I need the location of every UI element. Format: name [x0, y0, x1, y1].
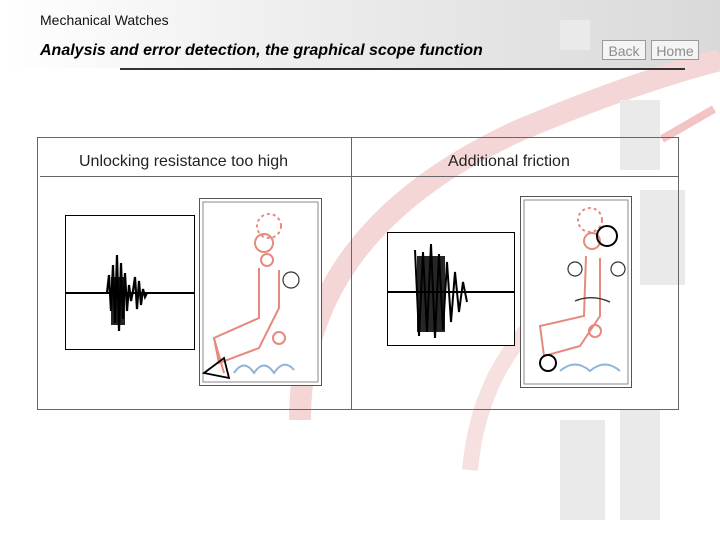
scope-trace-left — [65, 215, 195, 350]
scope-trace-right — [387, 232, 515, 346]
page-title: Analysis and error detection, the graphical scope function — [40, 42, 483, 59]
app-title: Mechanical Watches — [40, 12, 169, 28]
scope-frame — [388, 233, 515, 346]
scope-burst — [417, 256, 445, 332]
column-divider — [351, 137, 352, 409]
panel-label-left: Unlocking resistance too high — [79, 153, 289, 170]
header-row-rule — [40, 176, 678, 177]
escapement-diagram-left — [199, 198, 322, 386]
title-underline — [120, 68, 685, 70]
escapement-diagram-right — [520, 196, 632, 388]
panel-label-right: Additional friction — [448, 153, 570, 170]
scope-frame — [66, 216, 195, 350]
back-button[interactable]: Back — [602, 40, 646, 60]
home-button[interactable]: Home — [651, 40, 699, 60]
scope-burst — [111, 277, 125, 325]
diagram-frame — [521, 197, 632, 388]
